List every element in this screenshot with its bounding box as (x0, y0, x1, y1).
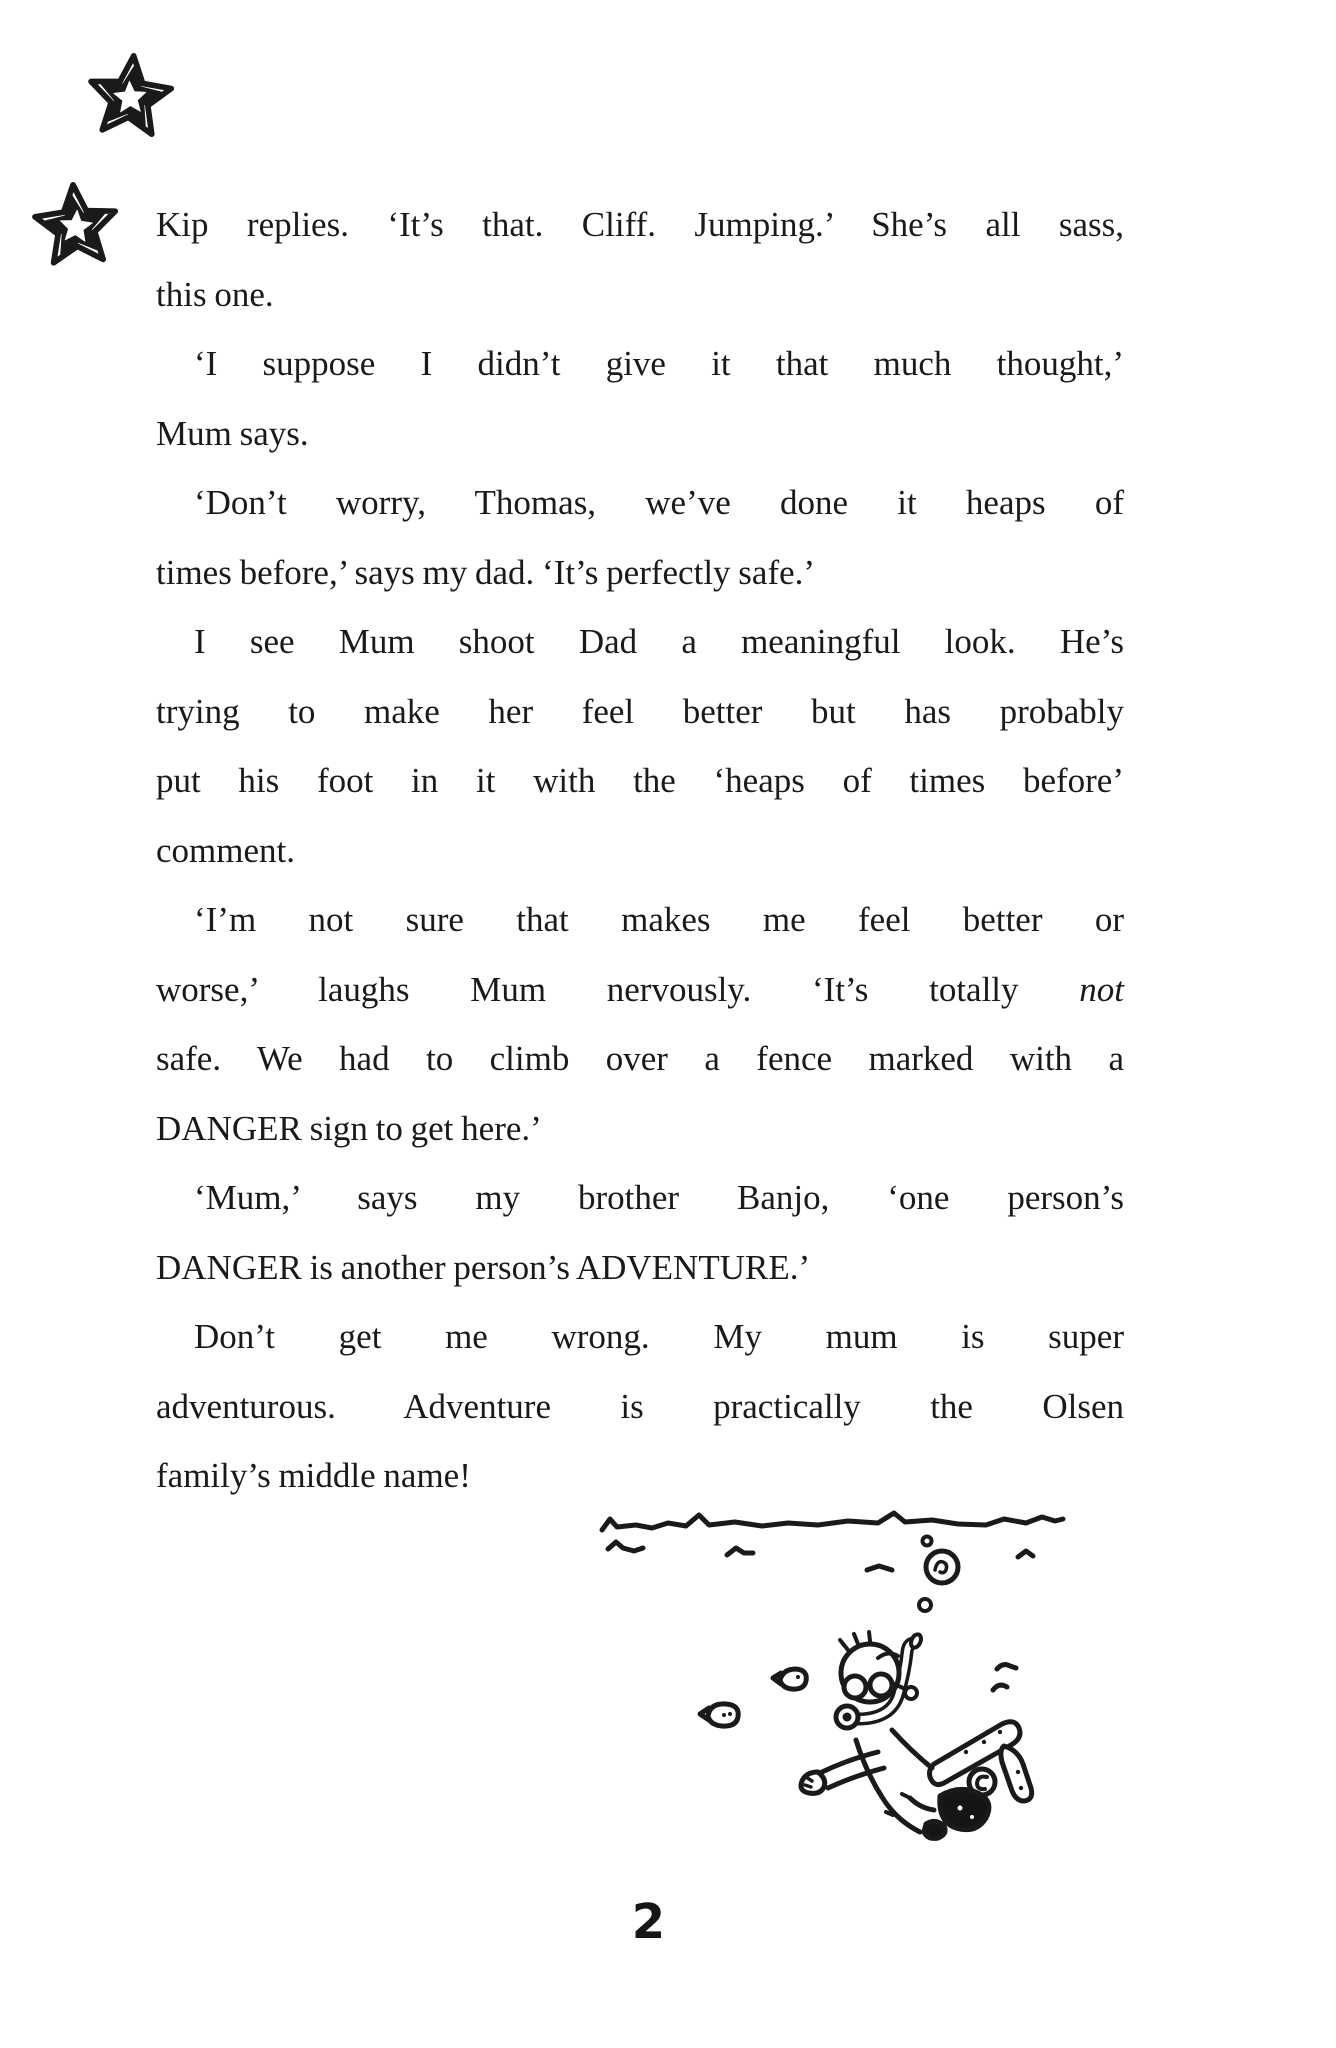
text-segment: ‘Don’t worry, Thomas, we’ve done it heaps of (194, 483, 1124, 522)
text-line (156, 468, 1124, 538)
paragraph (156, 885, 1124, 1163)
text-line (156, 816, 1124, 886)
text-line (156, 190, 1124, 260)
text-segment: times before,’ says my dad. ‘It’s perfectly safe.’ (156, 552, 816, 592)
wave-mark (608, 1542, 643, 1551)
text-line (156, 955, 1124, 1025)
text-line (156, 329, 1124, 399)
text-line (156, 1233, 1124, 1303)
italic-text: not (1079, 969, 1124, 1009)
text-segment: put his foot in it with the ‘heaps of times before’ (156, 761, 1124, 800)
text-segment: this one. (156, 274, 274, 314)
story-text (156, 190, 1124, 1511)
text-segment: ‘I suppose I didn’t give it that much thought,’ (194, 344, 1124, 383)
text-line (156, 399, 1124, 469)
text-segment: trying to make her feel better but has probably (156, 691, 1124, 731)
text-line (156, 1163, 1124, 1233)
paragraph (156, 190, 1124, 329)
star-doodle-icon (82, 45, 178, 150)
text-line (156, 1094, 1124, 1164)
snorkeler (801, 1632, 1032, 1838)
paragraph (156, 329, 1124, 468)
text-line (156, 746, 1124, 816)
page-number: 2 (631, 1894, 665, 1950)
text-line (156, 1302, 1124, 1372)
text-line (156, 1024, 1124, 1094)
text-segment: ‘I’m not sure that makes me feel better or (194, 900, 1124, 939)
bubble (926, 1551, 958, 1583)
water-surface-line (602, 1513, 1063, 1530)
paragraph (156, 607, 1124, 885)
text-segment: Don’t get me wrong. My mum is super (194, 1317, 1124, 1356)
wave-mark (867, 1566, 892, 1570)
fish (700, 1704, 738, 1726)
text-line (156, 885, 1124, 955)
text-segment: I see Mum shoot Dad a meaningful look. He’s (194, 622, 1124, 661)
text-segment: DANGER is another person’s ADVENTURE.’ (156, 1247, 811, 1287)
star-doodle-icon (29, 173, 124, 281)
wave-mark (727, 1548, 753, 1555)
text-line (156, 538, 1124, 608)
text-line (156, 260, 1124, 330)
wave-mark (997, 1665, 1016, 1669)
paragraph (156, 468, 1124, 607)
text-segment: DANGER sign to get here.’ (156, 1108, 542, 1148)
bubble-squiggle (935, 1562, 947, 1573)
text-segment: comment. (156, 830, 295, 870)
wave-mark (993, 1685, 1007, 1690)
text-line (156, 1372, 1124, 1442)
fish (773, 1669, 806, 1689)
text-segment: adventurous. Adventure is practically the Olsen (156, 1386, 1124, 1426)
text-segment: family’s middle name! (156, 1456, 471, 1495)
bubble (923, 1537, 932, 1546)
text-segment: ‘Mum,’ says my brother Banjo, ‘one person’s (194, 1178, 1124, 1217)
ear (905, 1687, 917, 1699)
text-segment: safe. We had to climb over a fence marked with a (156, 1039, 1124, 1078)
bubble (919, 1599, 931, 1611)
text-line (156, 677, 1124, 747)
paragraph (156, 1302, 1124, 1511)
text-line (156, 607, 1124, 677)
text-segment: Kip replies. ‘It’s that. Cliff. Jumping.’ She’s all sass, (156, 205, 1124, 244)
text-segment: worse,’ laughs Mum nervously. ‘It’s totally (156, 969, 1080, 1009)
text-segment: Mum says. (156, 413, 309, 453)
snorkeler-illustration (590, 1500, 1140, 1860)
wave-mark (1018, 1551, 1033, 1557)
paragraph (156, 1163, 1124, 1302)
